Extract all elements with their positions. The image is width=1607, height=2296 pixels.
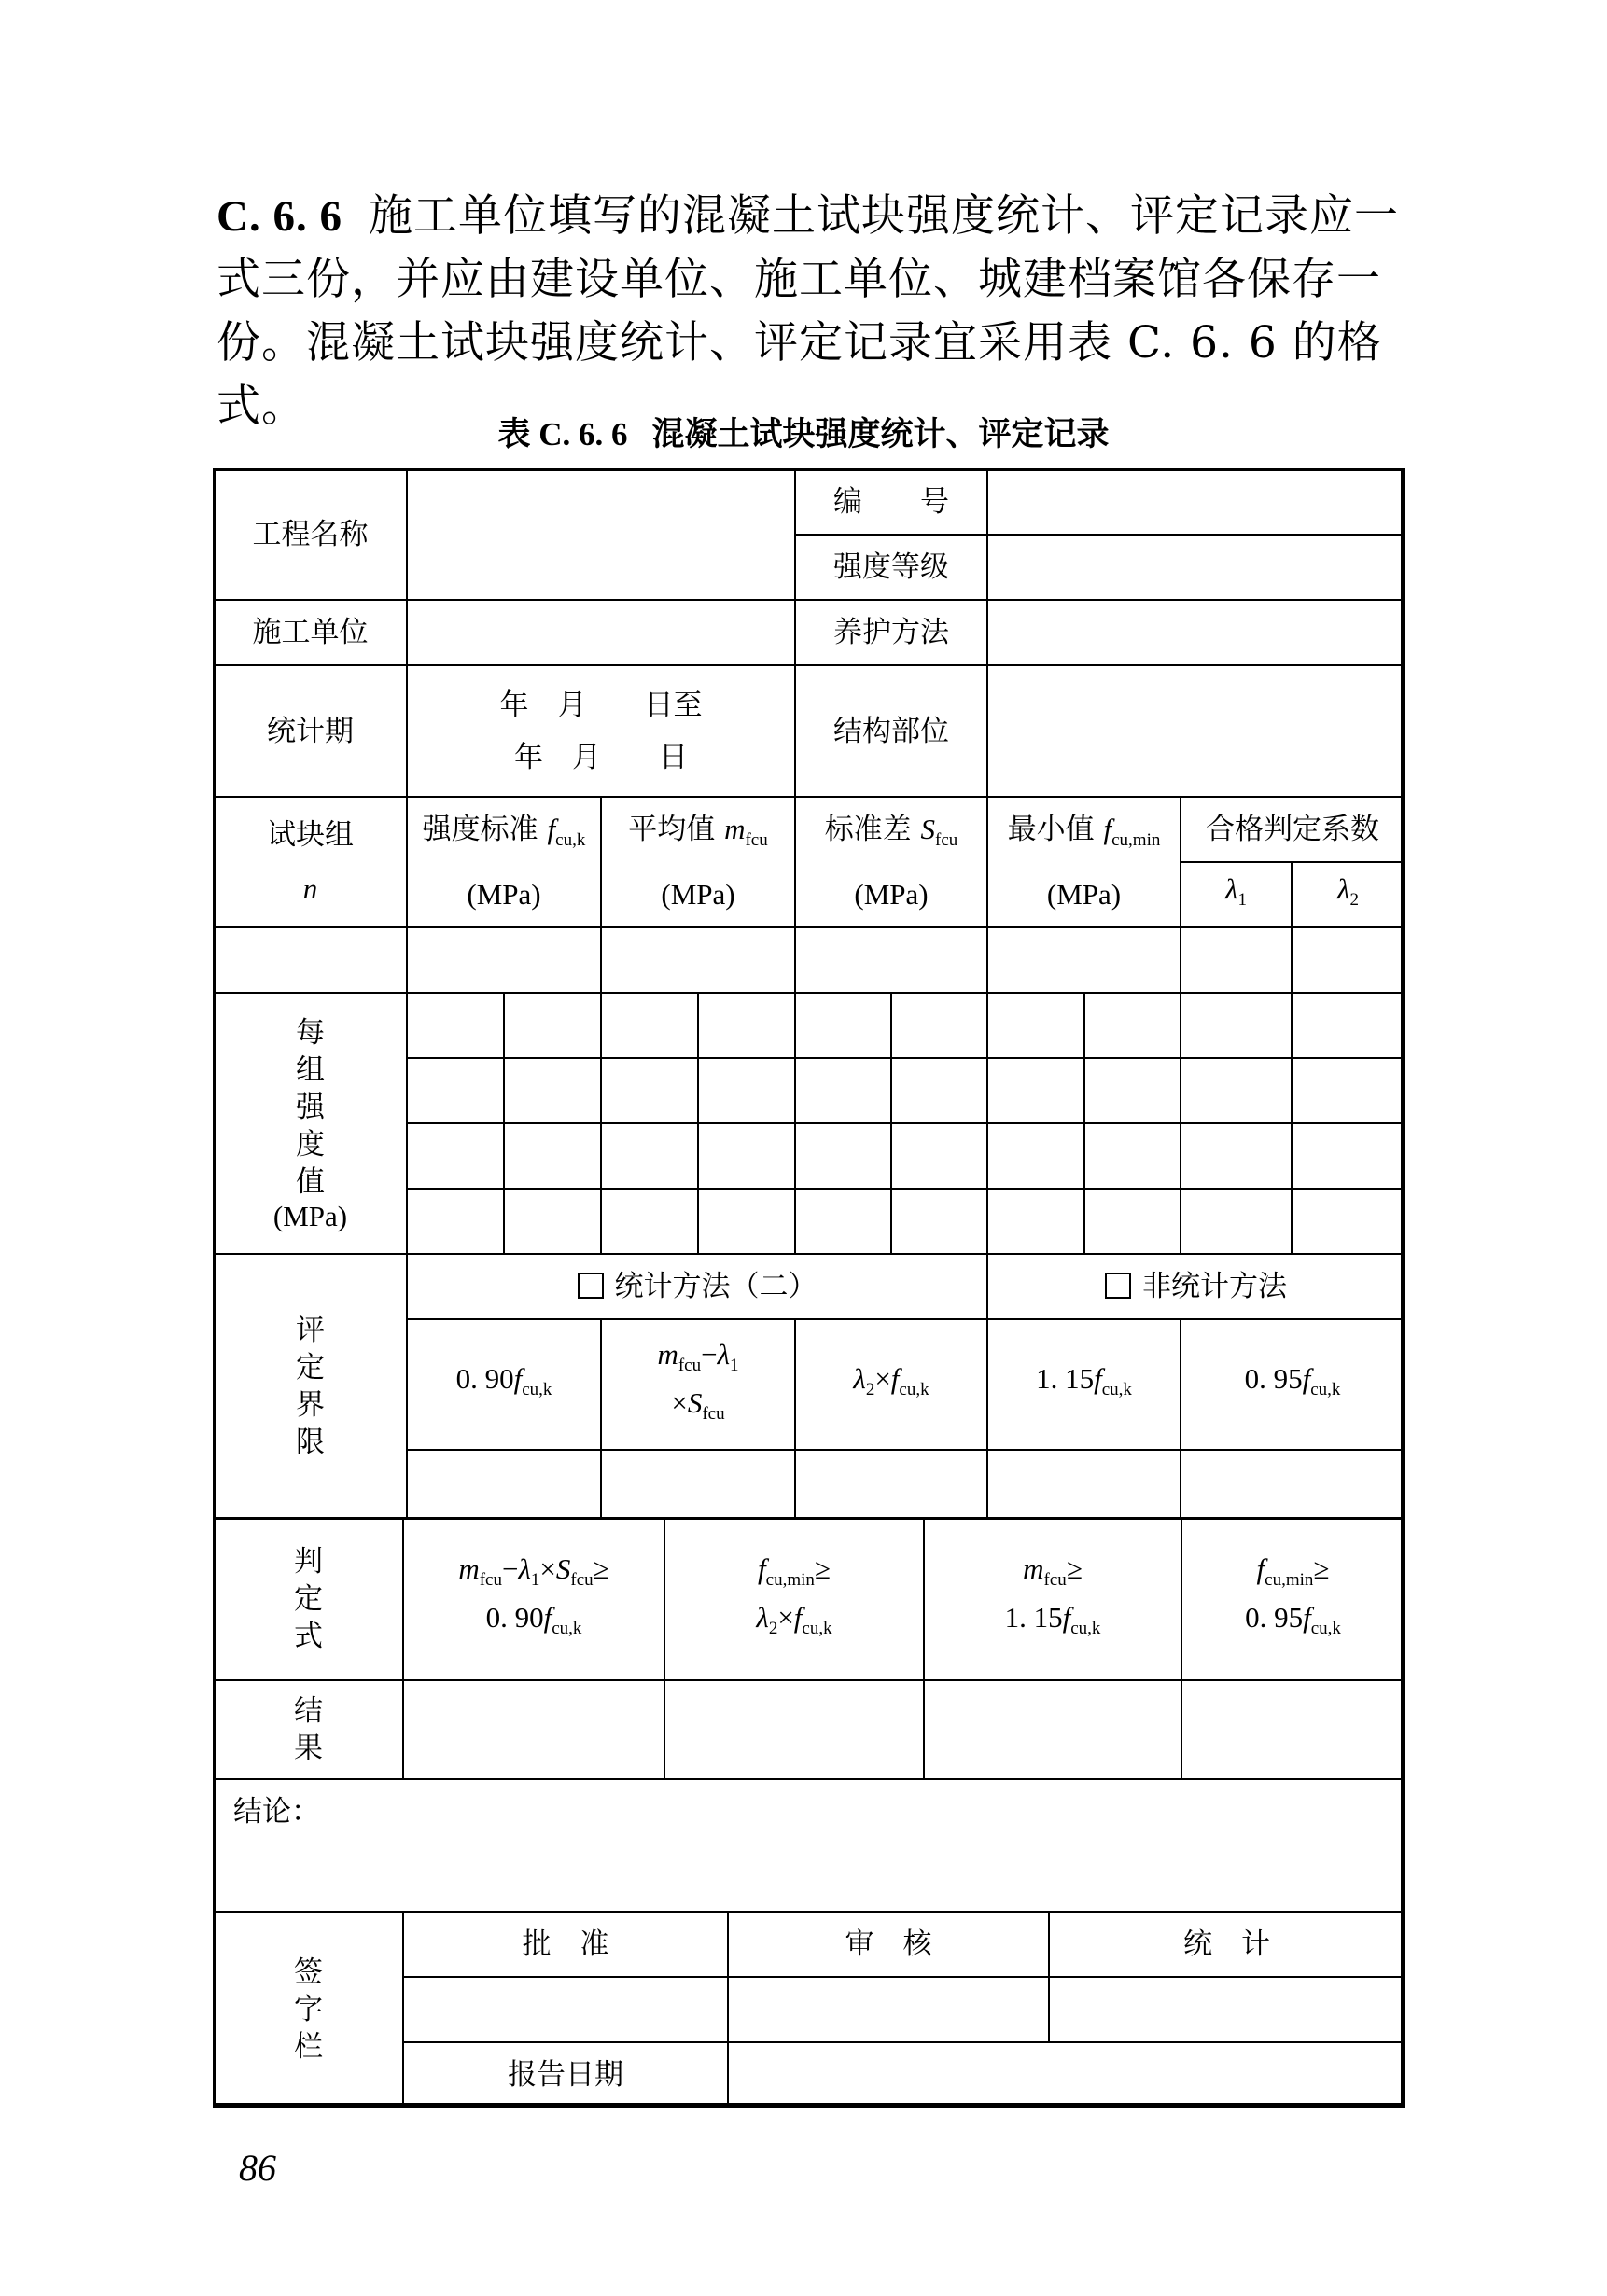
value-cell[interactable] xyxy=(987,1123,1084,1189)
period-from: 年 月 日至 xyxy=(499,688,703,722)
value-cell[interactable] xyxy=(1292,1189,1404,1254)
value-cell[interactable] xyxy=(795,1189,891,1254)
intro-text: 施工单位填写的混凝土试块强度统计、评定记录应一式三份，并应由建设单位、施工单位、城建档案馆各保存一份。混凝土试块强度统计、评定记录宜采用表 C. 6. 6 的格式。 xyxy=(217,190,1399,432)
project-name-label: 工程名称 xyxy=(214,469,407,600)
minimum-value-header: 最小值 $f_{cu,min}$ (MPa) xyxy=(987,797,1181,927)
value-cell[interactable] xyxy=(987,1189,1084,1254)
curing-method-field[interactable] xyxy=(987,600,1404,665)
table-caption xyxy=(0,409,1607,455)
conclusion-label: 结论： xyxy=(233,1795,320,1829)
standard-deviation-header: 标准差 $S_{fcu}$ (MPa) xyxy=(795,797,987,927)
value-cell[interactable] xyxy=(1181,1058,1292,1123)
limit-115fcuk: 1. $15f_{cu,k}$ xyxy=(987,1319,1181,1450)
value-cell[interactable] xyxy=(407,1123,504,1189)
value-cell[interactable] xyxy=(504,1058,601,1123)
groups-header-n: n xyxy=(302,872,318,905)
formula-mean-geq-115fcuk: $m_{fcu}\ge$ 1. $15f_{cu,k}$ xyxy=(924,1518,1181,1680)
intro-paragraph xyxy=(217,185,1402,438)
result-cell[interactable] xyxy=(403,1680,664,1779)
value-cell[interactable] xyxy=(795,1123,891,1189)
limit-lambda2-fcuk: $\lambda_2\times f_{cu,k}$ xyxy=(795,1319,987,1450)
limit-value-cell[interactable] xyxy=(601,1450,795,1519)
non-statistical-method-option[interactable]: 非统计方法 xyxy=(987,1254,1404,1319)
structure-location-field[interactable] xyxy=(987,665,1404,797)
value-cell[interactable] xyxy=(1292,1123,1404,1189)
conclusion-field[interactable] xyxy=(214,1779,1404,1912)
value-cell[interactable] xyxy=(601,993,698,1058)
period-field[interactable] xyxy=(407,665,795,797)
value-cell[interactable] xyxy=(698,1189,795,1254)
limit-mfcu-lambda1-sfcu: $m_{fcu}-\lambda_1$ $\times S_{fcu}$ xyxy=(601,1319,795,1450)
formula-min-geq-095fcuk: $f_{cu,min}\ge$ 0. $95f_{cu,k}$ xyxy=(1181,1518,1404,1680)
record-form xyxy=(213,468,1404,2107)
signature-table xyxy=(213,1911,1405,2108)
standard-strength-header: 强度标准 $f_{cu,k}$ (MPa) xyxy=(407,797,601,927)
value-cell[interactable] xyxy=(891,1123,987,1189)
groups-value-cell[interactable] xyxy=(214,927,407,993)
statistics-label: 统 计 xyxy=(1049,1912,1404,1977)
limit-value-cell[interactable] xyxy=(407,1450,601,1519)
contractor-label: 施工单位 xyxy=(214,600,407,665)
value-cell[interactable] xyxy=(698,1123,795,1189)
judgment-formula-label: 判 定 式 xyxy=(214,1518,403,1680)
serial-no-label: 编 号 xyxy=(795,469,987,535)
statistics-signature-field[interactable] xyxy=(1049,1977,1404,2042)
value-cell[interactable] xyxy=(407,1189,504,1254)
limit-090fcuk: 0. $90f_{cu,k}$ xyxy=(407,1319,601,1450)
groups-header xyxy=(214,797,407,927)
approve-signature-field[interactable] xyxy=(403,1977,728,2042)
value-cell[interactable] xyxy=(504,1189,601,1254)
table-title: 混凝土试块强度统计、评定记录 xyxy=(651,416,1110,453)
approve-label: 批 准 xyxy=(403,1912,728,1977)
limit-value-cell[interactable] xyxy=(1181,1450,1404,1519)
page-number: 86 xyxy=(239,2147,276,2189)
coefficient-header: 合格判定系数 xyxy=(1181,797,1404,862)
value-cell[interactable] xyxy=(504,993,601,1058)
value-cell[interactable] xyxy=(891,1189,987,1254)
formula-min-geq-lambda2-fcuk: $f_{cu,min}\ge$ $\lambda_2\times f_{cu,k}$ xyxy=(664,1518,924,1680)
value-cell[interactable] xyxy=(1292,993,1404,1058)
form-main-table xyxy=(213,468,1405,1520)
signature-section-label: 签 字 栏 xyxy=(214,1912,403,2108)
lambda1-value-cell[interactable] xyxy=(1181,927,1292,993)
standard-strength-value-cell[interactable] xyxy=(407,927,601,993)
value-cell[interactable] xyxy=(795,1058,891,1123)
statistical-method-option[interactable]: 统计方法（二） xyxy=(407,1254,987,1319)
value-cell[interactable] xyxy=(601,1189,698,1254)
group-strength-values-label: 每 组 强 度 值 (MPa) xyxy=(214,993,407,1254)
lambda2-value-cell[interactable] xyxy=(1292,927,1404,993)
strength-grade-field[interactable] xyxy=(987,535,1404,600)
limit-095fcuk: 0. $95f_{cu,k}$ xyxy=(1181,1319,1404,1450)
value-cell[interactable] xyxy=(891,993,987,1058)
value-cell[interactable] xyxy=(1084,1189,1181,1254)
judgment-table xyxy=(213,1517,1405,1913)
value-cell[interactable] xyxy=(601,1058,698,1123)
review-signature-field[interactable] xyxy=(728,1977,1049,2042)
limit-value-cell[interactable] xyxy=(795,1450,987,1519)
project-name-field[interactable] xyxy=(407,469,795,600)
table-number: 表 C. 6. 6 xyxy=(497,416,628,452)
value-cell[interactable] xyxy=(1181,1189,1292,1254)
value-cell[interactable] xyxy=(1084,993,1181,1058)
mean-value-cell[interactable] xyxy=(601,927,795,993)
result-cell[interactable] xyxy=(924,1680,1181,1779)
value-cell[interactable] xyxy=(1292,1058,1404,1123)
non-statistical-method-checkbox[interactable] xyxy=(1105,1273,1131,1299)
value-cell[interactable] xyxy=(987,993,1084,1058)
limit-value-cell[interactable] xyxy=(987,1450,1181,1519)
serial-no-field[interactable] xyxy=(987,469,1404,535)
review-label: 审 核 xyxy=(728,1912,1049,1977)
period-label: 统计期 xyxy=(214,665,407,797)
formula-mean-minus-lambda1-sd: $m_{fcu}-\lambda_1\times S_{fcu}\ge$ 0. $90f_{cu,k}$ xyxy=(403,1518,664,1680)
value-cell[interactable] xyxy=(987,1058,1084,1123)
mean-value-header: 平均值 $m_{fcu}$ (MPa) xyxy=(601,797,795,927)
curing-method-label: 养护方法 xyxy=(795,600,987,665)
contractor-field[interactable] xyxy=(407,600,795,665)
value-cell[interactable] xyxy=(1084,1123,1181,1189)
value-cell[interactable] xyxy=(407,993,504,1058)
standard-deviation-value-cell[interactable] xyxy=(795,927,987,993)
report-date-field[interactable] xyxy=(728,2042,1404,2108)
section-number: C. 6. 6 xyxy=(217,192,342,241)
report-date-label: 报告日期 xyxy=(403,2042,728,2108)
value-cell[interactable] xyxy=(891,1058,987,1123)
value-cell[interactable] xyxy=(504,1123,601,1189)
value-cell[interactable] xyxy=(601,1123,698,1189)
groups-header-label: 试块组 xyxy=(267,818,354,852)
value-cell[interactable] xyxy=(1084,1058,1181,1123)
result-label: 结 果 xyxy=(214,1680,403,1779)
statistical-method-checkbox[interactable] xyxy=(578,1273,604,1299)
value-cell[interactable] xyxy=(698,993,795,1058)
value-cell[interactable] xyxy=(698,1058,795,1123)
structure-location-label: 结构部位 xyxy=(795,665,987,797)
period-to: 年 月 日 xyxy=(514,740,688,774)
value-cell[interactable] xyxy=(407,1058,504,1123)
value-cell[interactable] xyxy=(795,993,891,1058)
value-cell[interactable] xyxy=(1181,1123,1292,1189)
lambda1-header: $\lambda_1$ xyxy=(1181,862,1292,927)
evaluation-limits-label: 评 定 界 限 xyxy=(214,1254,407,1519)
value-cell[interactable] xyxy=(1181,993,1292,1058)
minimum-value-cell[interactable] xyxy=(987,927,1181,993)
strength-grade-label: 强度等级 xyxy=(795,535,987,600)
lambda2-header: $\lambda_2$ xyxy=(1292,862,1404,927)
result-cell[interactable] xyxy=(664,1680,924,1779)
result-cell[interactable] xyxy=(1181,1680,1404,1779)
